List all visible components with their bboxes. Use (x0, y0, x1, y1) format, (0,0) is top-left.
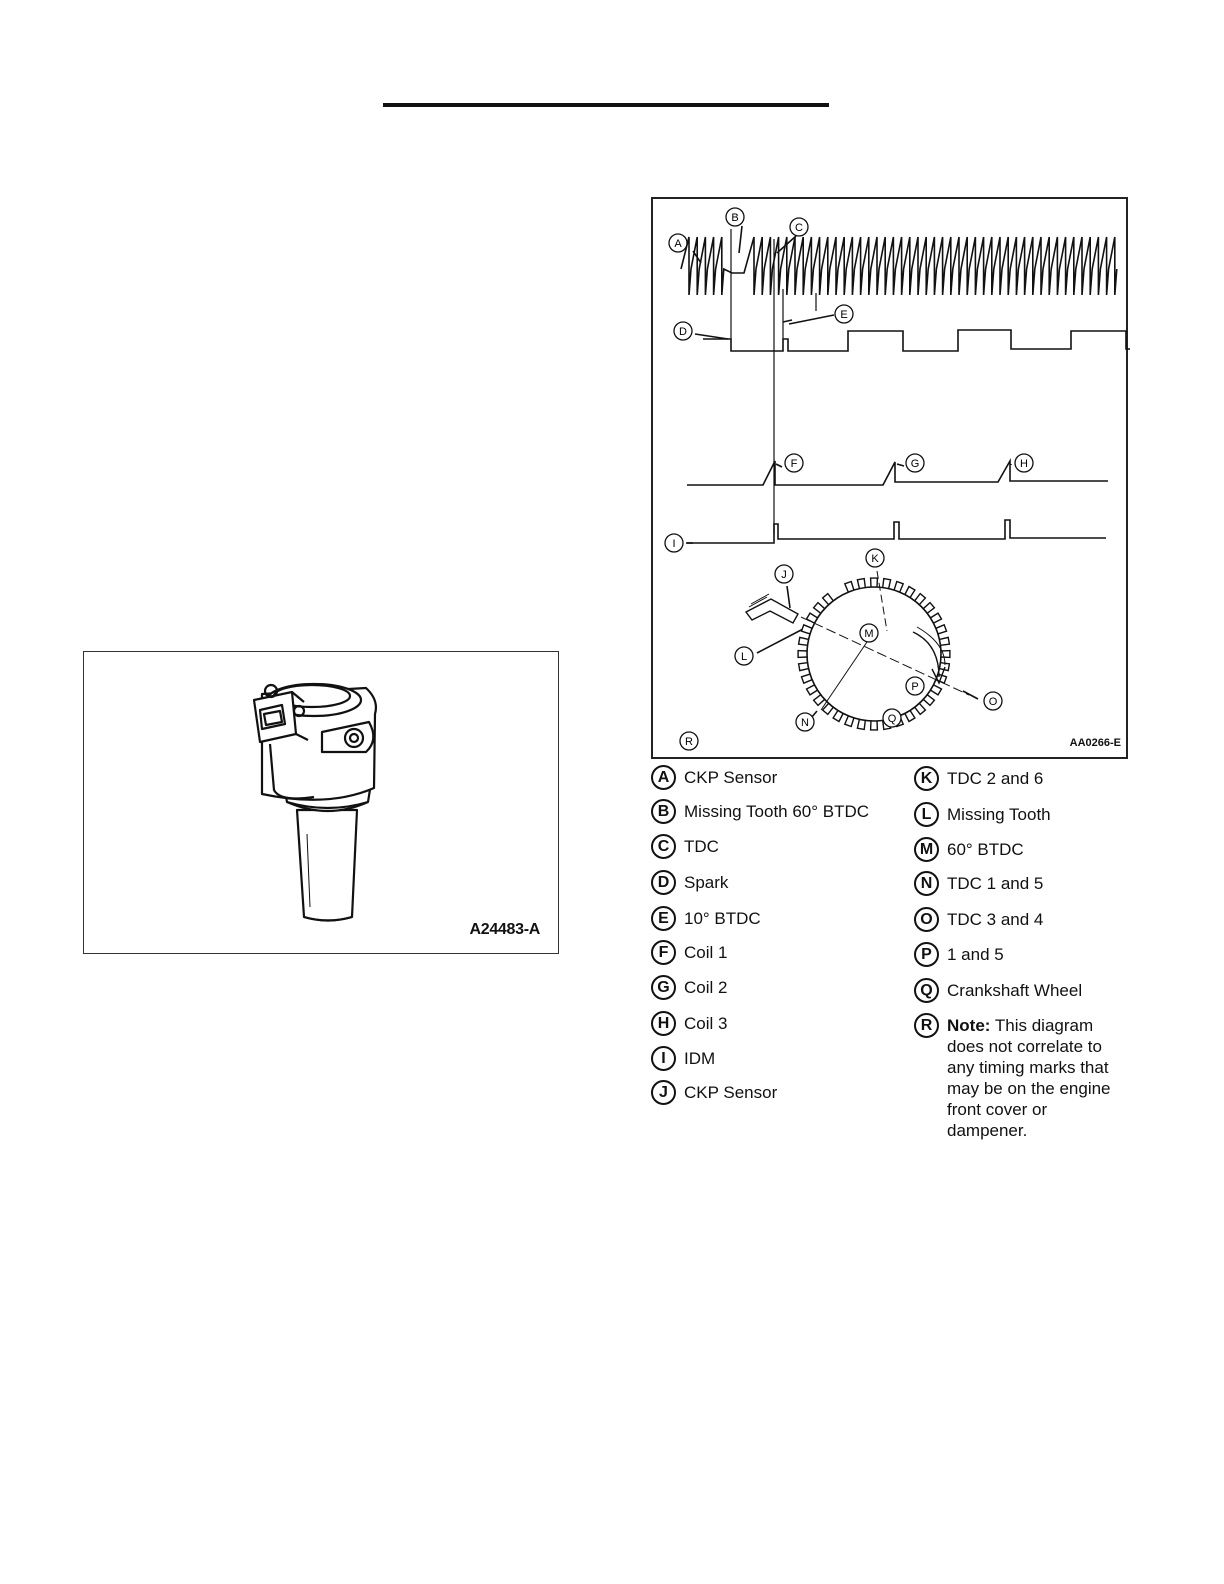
callout-j (775, 565, 793, 583)
legend-letter-badge: J (651, 1080, 676, 1105)
crankshaft-wheel-teeth (798, 578, 950, 730)
callout-m (860, 624, 878, 642)
legend-text: Missing Tooth (947, 805, 1051, 824)
svg-text:R: R (685, 736, 693, 748)
svg-text:H: H (1020, 458, 1028, 470)
callout-h (1015, 454, 1033, 472)
legend-letter-badge: D (651, 870, 676, 895)
legend-text: Spark (684, 873, 729, 892)
legend-item-d (651, 872, 728, 895)
legend-text: Missing Tooth 60° BTDC (684, 802, 870, 821)
legend-text: Crankshaft Wheel (947, 981, 1083, 1000)
legend-note-text (947, 1015, 1127, 1141)
callout-r (680, 732, 698, 750)
legend-letter-badge: C (651, 834, 676, 859)
legend-text: IDM (684, 1049, 716, 1068)
legend-letter-badge: H (651, 1011, 676, 1036)
legend-letter-badge: F (651, 940, 676, 965)
legend-item-k (914, 768, 1043, 791)
timing-diagram (651, 197, 1128, 759)
note-label: Note: (947, 1016, 991, 1035)
legend-item-a (651, 767, 777, 790)
note-body: This diagram does not correlate to any timing marks that may be on the engine front cover or dampener. (947, 1016, 1111, 1140)
legend-item-f (651, 942, 727, 965)
legend-text: 10° BTDC (684, 909, 761, 928)
legend-letter-badge: N (914, 871, 939, 896)
legend-text: Coil 1 (684, 943, 728, 962)
svg-text:K: K (871, 553, 879, 565)
legend-note (914, 1015, 1127, 1141)
svg-text:G: G (910, 458, 920, 470)
svg-text:F: F (790, 458, 798, 470)
svg-text:C: C (795, 222, 803, 234)
legend-item-g (651, 977, 727, 1000)
wheel-tooth (871, 578, 878, 587)
wheel-tooth (798, 651, 807, 658)
legend-item-p (914, 944, 1004, 967)
legend-text: Coil 2 (684, 978, 728, 997)
legend-letter-badge: P (914, 942, 939, 967)
legend-text: 1 and 5 (947, 945, 1004, 964)
svg-text:Q: Q (887, 713, 897, 725)
legend-text: TDC (684, 837, 719, 856)
legend-text: CKP Sensor (684, 1083, 778, 1102)
callout-l (735, 647, 753, 665)
legend-text: Coil 3 (684, 1014, 728, 1033)
svg-text:D: D (679, 326, 687, 338)
svg-text:L: L (740, 651, 748, 663)
svg-text:B: B (731, 212, 739, 224)
legend-letter-badge: A (651, 765, 676, 790)
svg-text:J: J (781, 569, 787, 581)
callout-q (883, 709, 901, 727)
legend-item-h (651, 1013, 727, 1036)
ckp-sensor-waveform (681, 237, 1117, 295)
svg-text:P: P (911, 681, 919, 693)
legend-item-b (651, 801, 869, 824)
callout-k (866, 549, 884, 567)
svg-text:M: M (864, 628, 874, 640)
legend-letter-badge: R (914, 1013, 939, 1038)
callout-g (906, 454, 924, 472)
svg-text:N: N (801, 717, 809, 729)
legend-letter-badge: I (651, 1046, 676, 1071)
legend-letter-badge: E (651, 906, 676, 931)
svg-text:I: I (672, 538, 676, 550)
legend-text: TDC 2 and 6 (947, 769, 1044, 788)
legend-item-j (651, 1082, 777, 1105)
coil-figure-id: A24483-A (469, 921, 540, 938)
callout-e (835, 305, 853, 323)
legend-letter-badge: G (651, 975, 676, 1000)
spark-waveform (703, 330, 1130, 351)
svg-text:O: O (988, 696, 998, 708)
legend-item-q (914, 980, 1082, 1003)
timing-diagram-drawing (653, 199, 1130, 761)
legend-item-o (914, 909, 1043, 932)
legend-text: TDC 1 and 5 (947, 874, 1044, 893)
legend-item-i (651, 1048, 715, 1071)
legend-letter-badge: K (914, 766, 939, 791)
header-rule (383, 103, 829, 107)
legend-item-e (651, 908, 761, 931)
legend-letter-badge: O (914, 907, 939, 932)
ignition-coil-figure (83, 651, 559, 954)
callout-n (796, 713, 814, 731)
callout-o (984, 692, 1002, 710)
legend-letter-badge: L (914, 802, 939, 827)
callout-i (665, 534, 683, 552)
callout-f (785, 454, 803, 472)
legend-item-m (914, 839, 1024, 862)
svg-text:E: E (840, 309, 848, 321)
legend-text: CKP Sensor (684, 768, 778, 787)
callout-b (726, 208, 744, 226)
callout-d (674, 322, 692, 340)
legend-item-n (914, 873, 1043, 896)
legend-text: TDC 3 and 4 (947, 910, 1044, 929)
legend-text: 60° BTDC (947, 840, 1024, 859)
callout-c (790, 218, 808, 236)
wheel-tooth (871, 721, 878, 730)
legend-letter-badge: Q (914, 978, 939, 1003)
diagram-id: AA0266-E (1069, 737, 1121, 749)
idm-waveform (687, 520, 1106, 543)
callout-p (906, 677, 924, 695)
legend-item-l (914, 804, 1051, 827)
svg-text:A: A (674, 238, 682, 250)
legend-letter-badge: B (651, 799, 676, 824)
ignition-coil-illustration (84, 652, 560, 955)
callout-a (669, 234, 687, 252)
legend-item-c (651, 836, 719, 859)
legend-letter-badge: M (914, 837, 939, 862)
